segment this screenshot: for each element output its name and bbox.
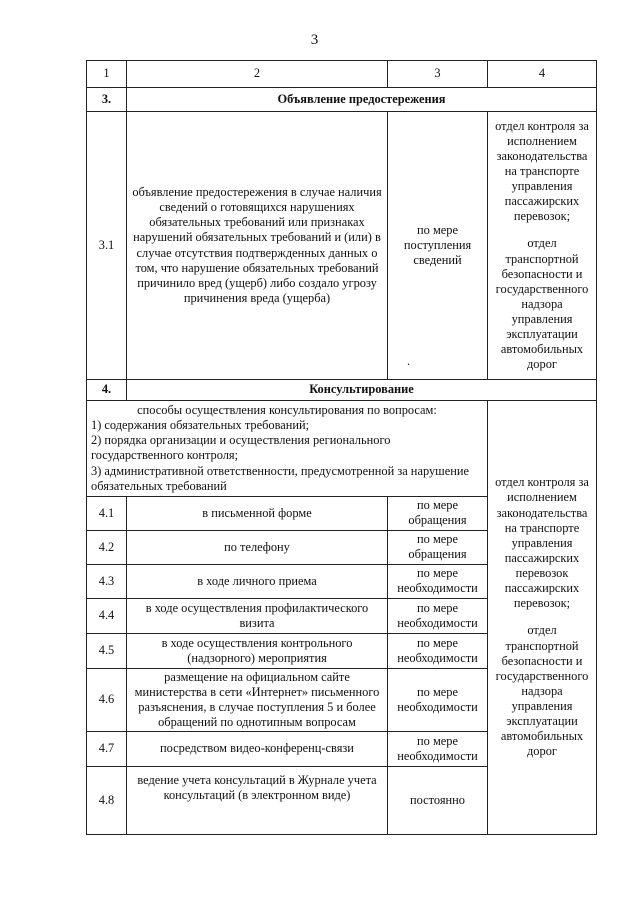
header-col-3: 3 (388, 61, 488, 88)
row-4-3-text: в ходе личного приема (127, 564, 388, 598)
header-col-4: 4 (488, 61, 597, 88)
row-4-3-number: 4.3 (87, 564, 127, 598)
page-number: 3 (310, 32, 319, 48)
row-4-6-text: размещение на официальном сайте министерства в сети «Интернет» письменного разъяснения, в случае поступления 5 и более обращений по однотипным вопросам (127, 668, 388, 731)
row-4-2-term: по мере обращения (388, 530, 488, 564)
row-3-1-responsible (488, 112, 597, 380)
section-4-responsible-2: отдел транспортной безопасности и государственного надзора управления эксплуатации автомобильных дорог (495, 623, 589, 759)
row-3-1-responsible-1: отдел контроля за исполнением законодательства на транспорте управления пассажирских перевозок; (495, 118, 589, 224)
row-3-1-number: 3.1 (87, 112, 127, 380)
section-3-row (87, 88, 597, 112)
row-4-1-number: 4.1 (87, 496, 127, 530)
row-4-8-number: 4.8 (87, 766, 127, 834)
section-4-number: 4. (87, 380, 127, 401)
section-4-row (87, 380, 597, 401)
row-4-4-term: по мере необходимости (388, 598, 488, 633)
section-3-number: 3. (87, 88, 127, 112)
row-4-6-term: по мере необходимости (388, 668, 488, 731)
control-plan-table (86, 60, 597, 835)
row-4-2-number: 4.2 (87, 530, 127, 564)
intro-line-1: 1) содержания обязательных требований; (91, 418, 310, 433)
intro-line-3: 3) административной ответственности, предусмотренной за нарушение обязательных требований (91, 463, 469, 493)
row-4-6-number: 4.6 (87, 668, 127, 731)
section-4-intro (87, 401, 488, 497)
section-4-title: Консультирование (127, 380, 597, 401)
row-3-1-responsible-2: отдел транспортной безопасности и государственного надзора управления эксплуатации автомобильных дорог (495, 236, 589, 372)
row-4-5-term: по мере необходимости (388, 633, 488, 668)
row-3-1-term-cell (388, 112, 488, 380)
section-4-responsible (488, 401, 597, 835)
header-row (87, 61, 597, 88)
row-4-4-number: 4.4 (87, 598, 127, 633)
header-col-1: 1 (87, 61, 127, 88)
row-4-2-text: по телефону (127, 530, 388, 564)
row-4-7-number: 4.7 (87, 731, 127, 766)
row-4-8-text: ведение учета консультаций в Журнале учета консультаций (в электронном виде) (127, 766, 388, 834)
row-3-1-text: объявление предостережения в случае наличия сведений о готовящихся нарушениях обязательных требований или признаках нарушений обязательных требований и (или) в случае отсутствия подтвержденных данных о том, что нарушение обязательных требований причинило вред (ущерб) либо создало угрозу причинения вреда (ущерба) (127, 112, 388, 380)
stray-dot: . (407, 353, 411, 368)
section-4-intro-row (87, 401, 597, 497)
intro-line-2: 2) порядка организации и осуществления регионального государственного контроля; (91, 433, 391, 463)
header-col-2: 2 (127, 61, 388, 88)
section-4-responsible-1: отдел контроля за исполнением законодательства на транспорте управления пассажирских перевозок пассажирских перевозок; (495, 475, 589, 611)
row-3-1-term: по мере поступления сведений (403, 222, 472, 268)
row-4-1-text: в письменной форме (127, 496, 388, 530)
row-4-7-text: посредством видео-конференц-связи (127, 731, 388, 766)
row-4-5-text: в ходе осуществления контрольного (надзорного) мероприятия (127, 633, 388, 668)
row-4-4-text: в ходе осуществления профилактического визита (127, 598, 388, 633)
row-4-5-number: 4.5 (87, 633, 127, 668)
row-4-1-term: по мере обращения (388, 496, 488, 530)
row-4-3-term: по мере необходимости (388, 564, 488, 598)
row-3-1 (87, 112, 597, 380)
row-4-8-term: постоянно (388, 766, 488, 834)
intro-line-0: способы осуществления консультирования по вопросам: (137, 403, 437, 417)
section-3-title: Объявление предостережения (127, 88, 597, 112)
row-4-7-term: по мере необходимости (388, 731, 488, 766)
